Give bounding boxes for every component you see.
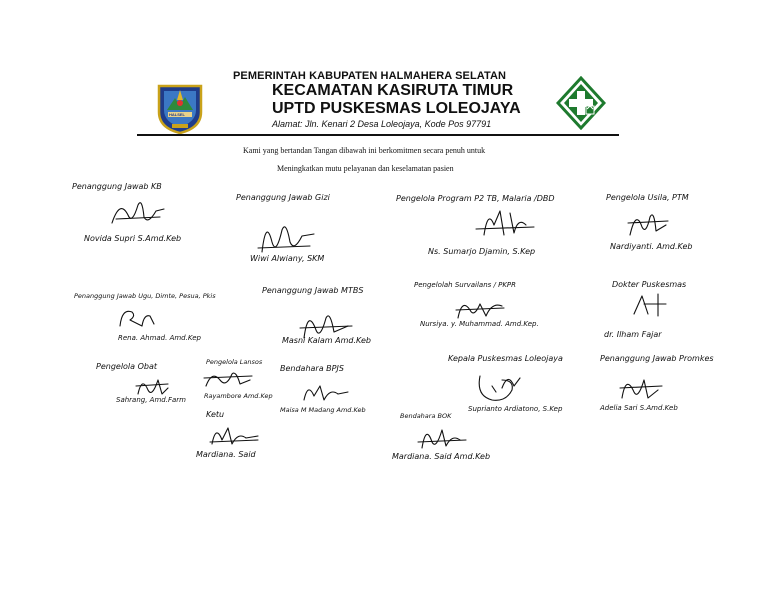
signatory-role: Penanggung Jawab KB	[72, 182, 162, 191]
signatory-name: Nursiya. y. Muhammad. Amd.Kep.	[420, 320, 539, 328]
signatory-role: Kepala Puskesmas Loleojaya	[448, 354, 563, 363]
signatory-name: Maisa M Madang Amd.Keb	[280, 406, 366, 414]
signatory-name: Nardiyanti. Amd.Keb	[610, 242, 693, 251]
signatory-name: Adelia Sari S.Amd.Keb	[600, 404, 678, 412]
signature	[628, 290, 678, 320]
signatory-role: Pengelolah Survailans / PKPR	[414, 281, 516, 289]
puskesmas-logo	[556, 76, 606, 130]
signatory-role: Pengelola Usila, PTM	[606, 193, 689, 202]
signatory-role: Dokter Puskesmas	[612, 280, 687, 289]
signature	[622, 205, 672, 241]
signatory-name: dr. Ilham Fajar	[604, 330, 662, 339]
signatory-role: Penanggung Jawab Gizi	[236, 193, 330, 202]
header-line-1: PEMERINTAH KABUPATEN HALMAHERA SELATAN	[233, 70, 507, 82]
signature	[206, 420, 262, 450]
signature	[472, 366, 532, 406]
signature	[298, 378, 354, 406]
header-address: Alamat: Jln. Kenari 2 Desa Loleojaya, Kode Pos 97791	[272, 119, 492, 129]
signatory-name: Ns. Sumarjo Djamin, S.Kep	[428, 247, 536, 256]
regency-logo-text: HALSEL	[169, 112, 185, 117]
statement-line-2: Meningkatkan mutu pelayanan dan keselamatan pasien	[277, 164, 454, 173]
signatory-name: Rena. Ahmad. Amd.Kep	[118, 334, 201, 342]
header-divider	[137, 134, 619, 136]
signatory-name: Wiwi Alwiany, SKM	[250, 254, 325, 263]
signature	[108, 195, 168, 231]
signatory-role: Bendahara BPJS	[280, 364, 344, 373]
signatory-role: Penanggung Jawab Ugu, Dimte, Pesua, Pkis	[74, 292, 216, 300]
signatory-name: Novida Supri S.Amd.Keb	[84, 234, 182, 243]
signature	[114, 304, 158, 332]
signatory-name: Masni Kalam Amd.Keb	[282, 336, 371, 345]
signatory-name: Sahrang, Amd.Farm	[116, 396, 186, 404]
signature	[470, 205, 540, 241]
signatory-role: Pengelola Obat	[96, 362, 158, 371]
statement-line-1: Kami yang bertandan Tangan dibawah ini berkomitmen secara penuh untuk	[243, 146, 486, 155]
signatory-role: Pengelola Program P2 TB, Malaria /DBD	[396, 194, 555, 203]
signatory-role: Penanggung Jawab MTBS	[262, 286, 364, 295]
signatory-role: Penanggung Jawab Promkes	[600, 354, 714, 363]
signatory-role: Ketu	[206, 410, 225, 419]
signature	[252, 212, 322, 258]
signature	[616, 370, 666, 404]
signatory-role: Pengelola Lansos	[206, 358, 263, 366]
signature	[414, 420, 470, 454]
signature	[200, 366, 256, 394]
signatory-name: Mardiana. Said Amd.Keb	[392, 452, 491, 461]
signatory-name: Suprianto Ardiatono, S.Kep	[468, 405, 563, 413]
signatory-role: Bendahara BOK	[400, 412, 452, 420]
header-line-3: UPTD PUSKESMAS LOLEOJAYA	[272, 100, 521, 117]
header-line-2: KECAMATAN KASIRUTA TIMUR	[272, 82, 514, 99]
signatory-name: Mardiana. Said	[196, 450, 256, 459]
regency-logo	[155, 80, 205, 134]
signatory-name: Rayambore Amd.Kep	[204, 392, 273, 400]
